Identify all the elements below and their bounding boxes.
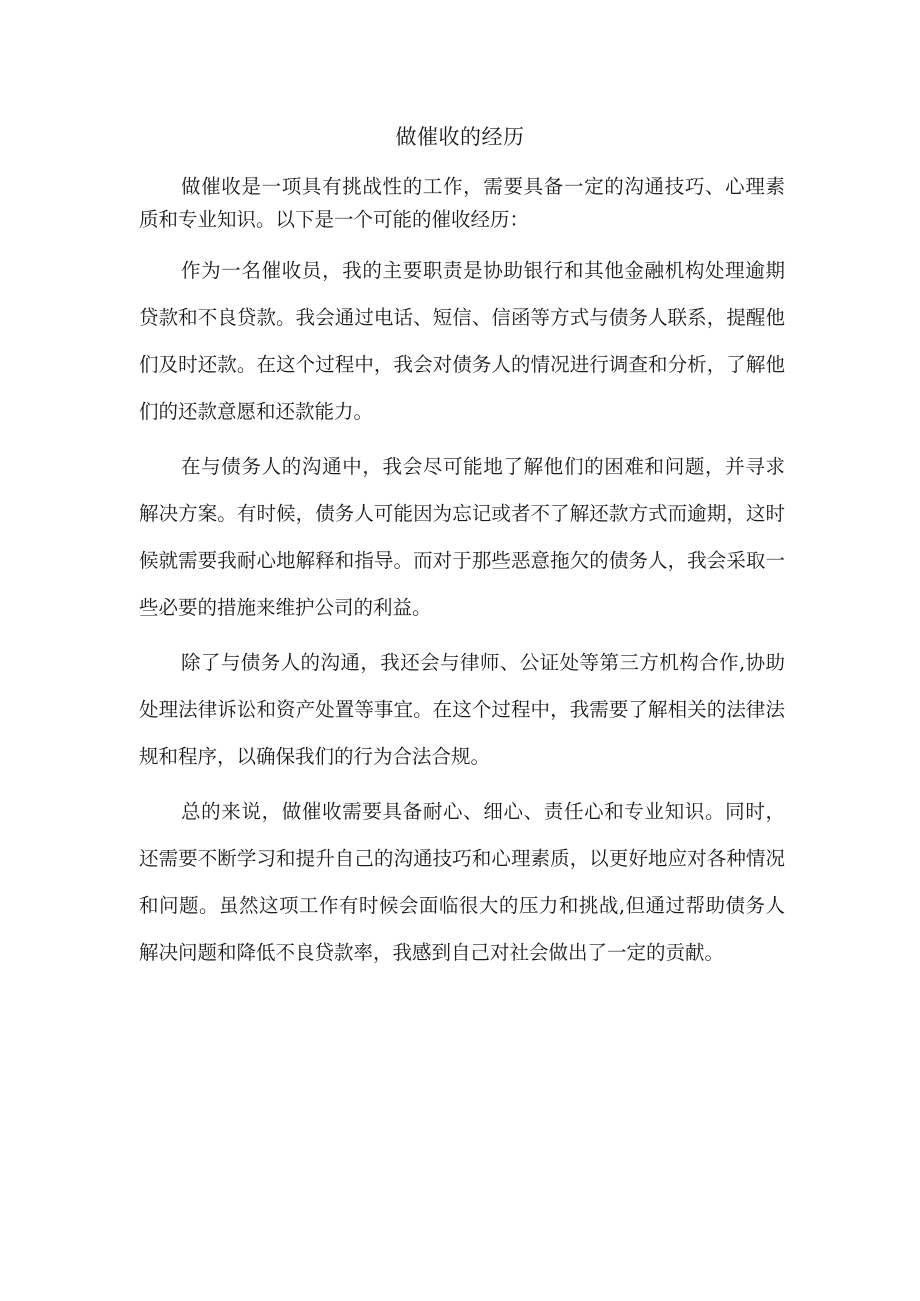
- paragraph-duties: 作为一名催收员，我的主要职责是协助银行和其他金融机构处理逾期贷款和不良贷款。我会通过电话、短信、信函等方式与债务人联系，提醒他们及时还款。在这个过程中，我会对债务人的情况进行调查和分析，了解他们的还款意愿和还款能力。: [139, 259, 785, 423]
- paragraph-intro: 做催收是一项具有挑战性的工作，需要具备一定的沟通技巧、心理素质和专业知识。以下是一个可能的催收经历：: [139, 175, 785, 231]
- paragraph-communication: 在与债务人的沟通中，我会尽可能地了解他们的困难和问题，并寻求解决方案。有时候，债务人可能因为忘记或者不了解还款方式而逾期，这时候就需要我耐心地解释和指导。而对于那些恶意拖欠的债务人，我会采取一些必要的措施来维护公司的利益。: [139, 455, 785, 619]
- paragraph-third-party: 除了与债务人的沟通，我还会与律师、公证处等第三方机构合作,协助处理法律诉讼和资产处置等事宜。在这个过程中，我需要了解相关的法律法规和程序，以确保我们的行为合法合规。: [139, 651, 785, 768]
- document-title: 做催收的经历: [395, 125, 525, 149]
- document-body: [139, 170, 785, 984]
- paragraph-summary: 总的来说，做催收需要具备耐心、细心、责任心和专业知识。同时，还需要不断学习和提升自己的沟通技巧和心理素质，以更好地应对各种情况和问题。虽然这项工作有时候会面临很大的压力和挑战,但通过帮助债务人解决问题和降低不良贷款率，我感到自己对社会做出了一定的贡献。: [139, 800, 785, 964]
